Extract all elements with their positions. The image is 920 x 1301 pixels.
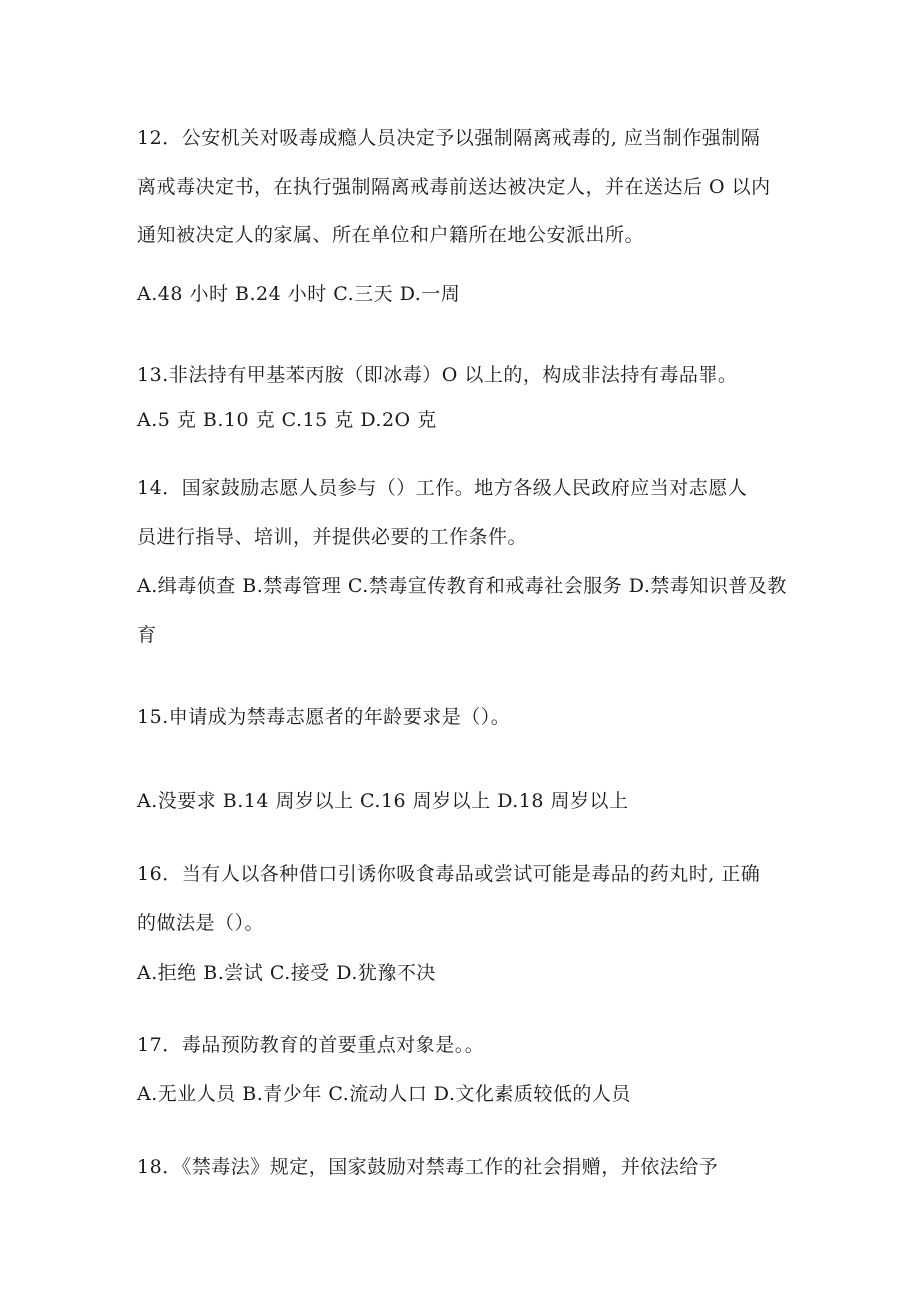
question-text: .申请成为禁毒志愿者的年龄要求是（）。: [162, 706, 511, 728]
question-17-line-1: [137, 1033, 484, 1057]
question-16-options: A.拒绝 B.尝试 C.接受 D.犹豫不决: [137, 962, 436, 984]
question-number: 17: [137, 1034, 163, 1056]
question-14-options: A.缉毒侦查 B.禁毒管理 C.禁毒宣传教育和戒毒社会服务 D.禁毒知识普及教: [137, 575, 787, 597]
question-12-line-1: [137, 126, 760, 150]
question-14-options-cont: 育: [137, 624, 157, 646]
question-16-line-2: 的做法是（）。: [137, 912, 265, 934]
question-18-line-1: [137, 1155, 718, 1179]
question-number: 14: [137, 477, 163, 499]
question-text: ．国家鼓励志愿人员参与（）工作。地方各级人民政府应当对志愿人: [162, 477, 748, 499]
question-text: ．当有人以各种借口引诱你吸食毒品或尝试可能是毒品的药丸时, 正确: [162, 863, 761, 885]
question-16-line-1: [137, 862, 760, 886]
question-13-line-1: [137, 363, 737, 387]
question-text: ．《禁毒法》规定，国家鼓励对禁毒工作的社会捐赠，并依法给予: [162, 1156, 719, 1178]
question-14-line-2: 员进行指导、培训，并提供必要的工作条件。: [137, 526, 528, 548]
question-number: 18: [137, 1156, 163, 1178]
question-12-line-3: 通知被决定人的家属、所在单位和户籍所在地公安派出所。: [137, 224, 645, 246]
question-15-options: A.没要求 B.14 周岁以上 C.16 周岁以上 D.18 周岁以上: [137, 790, 629, 812]
question-number: 13: [137, 364, 163, 386]
question-number: 12: [137, 127, 163, 149]
question-17-options: A.无业人员 B.青少年 C.流动人口 D.文化素质较低的人员: [137, 1083, 631, 1105]
question-13-options: A.5 克 B.10 克 C.15 克 D.2O 克: [137, 409, 437, 431]
question-text: .非法持有甲基苯丙胺（即冰毒）O 以上的，构成非法持有毒品罪。: [162, 364, 738, 386]
question-text: ．毒品预防教育的首要重点对象是。。: [162, 1034, 485, 1056]
question-number: 16: [137, 863, 163, 885]
question-12-options: A.48 小时 B.24 小时 C.三天 D.一周: [137, 283, 461, 305]
question-12-line-2: 离戒毒决定书，在执行强制隔离戒毒前送达被决定人，并在送达后 O 以内: [137, 176, 771, 198]
question-15-line-1: [137, 705, 510, 729]
question-text: ．公安机关对吸毒成瘾人员决定予以强制隔离戒毒的, 应当制作强制隔: [162, 127, 761, 149]
question-number: 15: [137, 706, 163, 728]
question-14-line-1: [137, 476, 747, 500]
